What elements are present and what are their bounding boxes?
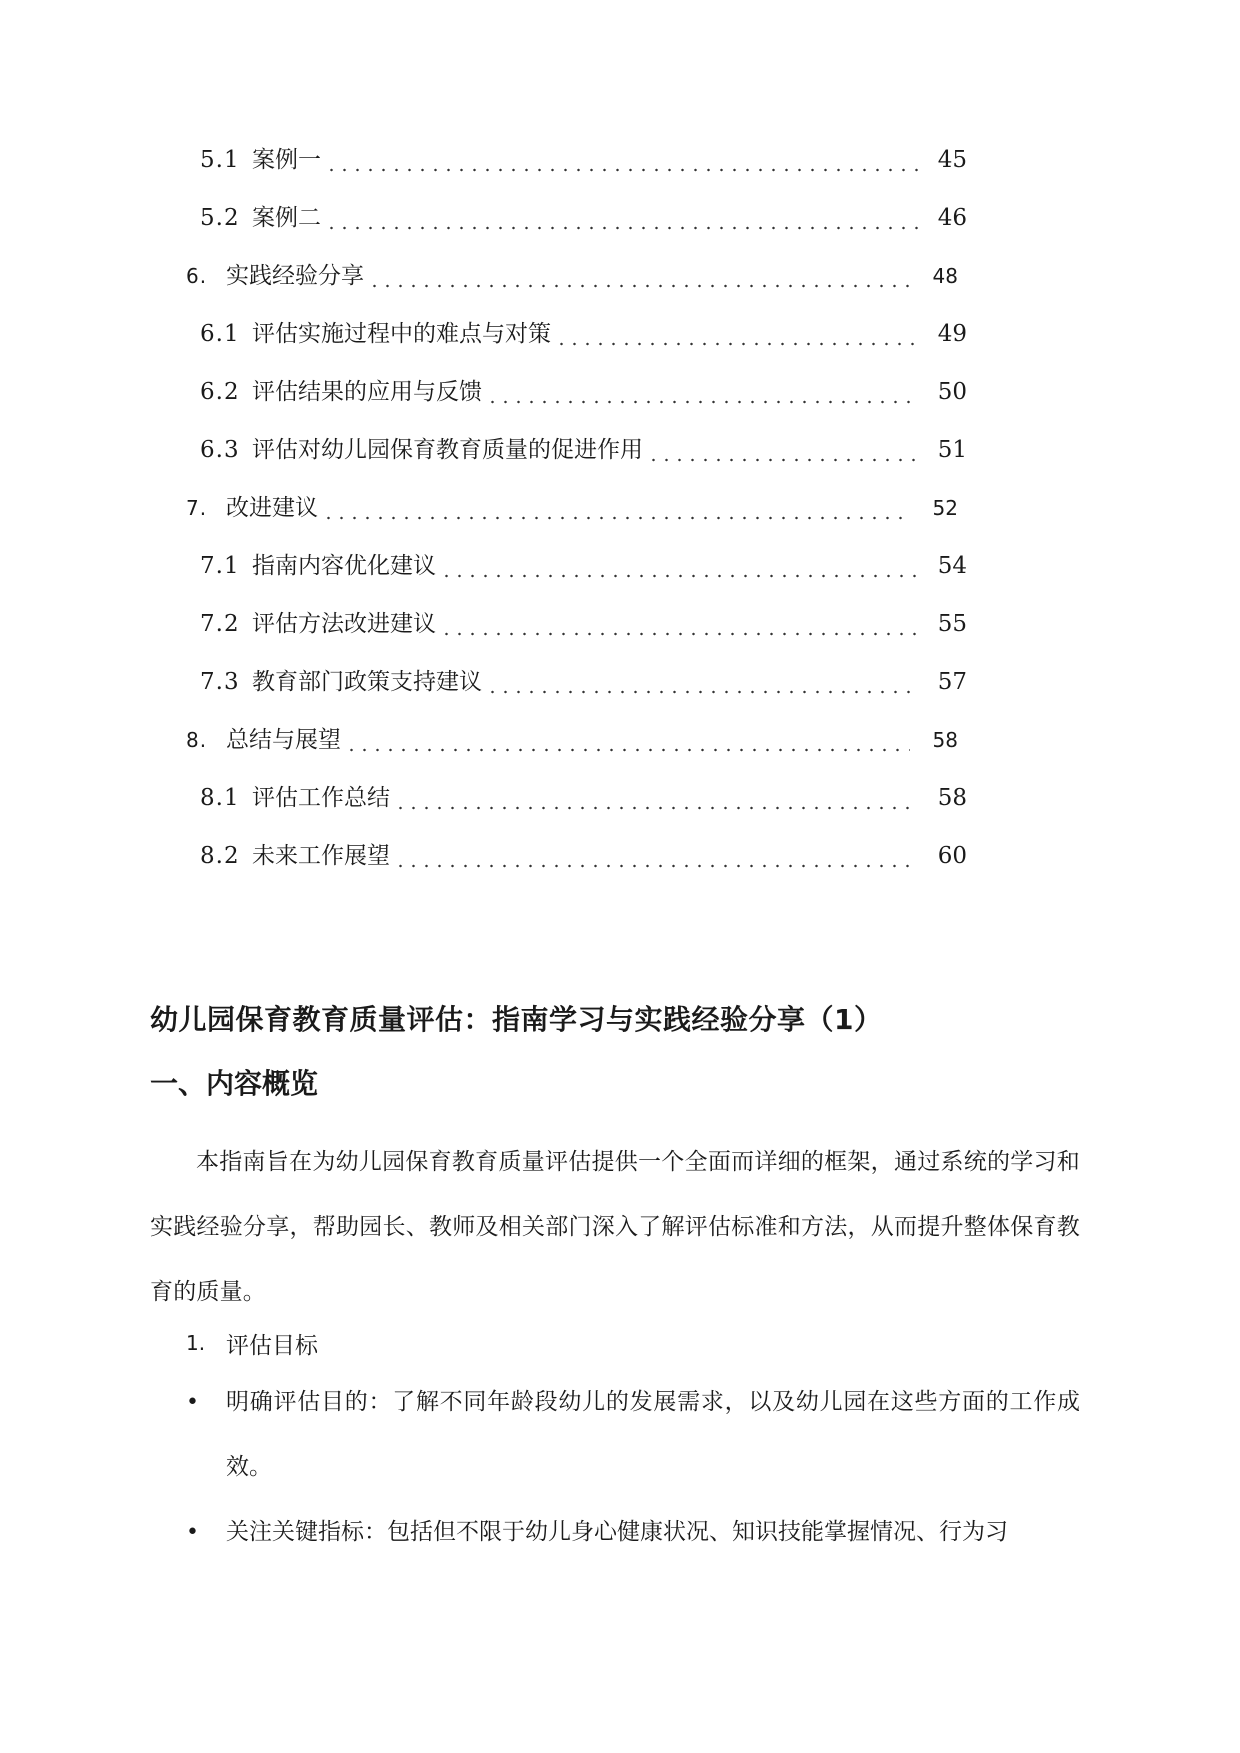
toc-entry-number: 5.2: [200, 205, 240, 231]
toc-entry-page: 48: [932, 264, 958, 288]
toc-entry-5-2[interactable]: [200, 198, 967, 238]
toc-entry-8-2[interactable]: [200, 836, 967, 876]
toc-entry-page: 55: [937, 611, 967, 637]
toc-entry-6-2[interactable]: [200, 372, 967, 412]
toc-dot-leader: [325, 198, 919, 238]
toc-dot-leader: [368, 256, 910, 296]
toc-entry-8-1[interactable]: [200, 778, 967, 818]
toc-dot-leader: [322, 488, 910, 528]
bullet-item: [186, 1370, 1080, 1500]
toc-entry-page: 50: [937, 379, 967, 405]
toc-entry-page: 58: [937, 785, 967, 811]
toc-entry-number: 5.1: [200, 147, 240, 173]
toc-entry-number: 7.1: [200, 553, 240, 579]
toc-dot-leader: [486, 372, 919, 412]
bullet-item: [186, 1500, 1080, 1565]
section-heading: 一、内容概览: [150, 1067, 319, 1100]
toc-entry-number: 7.3: [200, 669, 240, 695]
toc-entry-title: 评估结果的应用与反馈: [252, 379, 482, 405]
toc-entry-page: 58: [932, 728, 958, 752]
toc-dot-leader: [647, 430, 919, 470]
toc-entry-title: 评估对幼儿园保育教育质量的促进作用: [252, 437, 643, 463]
toc-entry-page: 45: [937, 147, 967, 173]
numbered-item-number: 1.: [186, 1331, 206, 1355]
toc-entry-7-3[interactable]: [200, 662, 967, 702]
bullet-icon: •: [186, 1390, 199, 1415]
numbered-item-goals: [186, 1323, 318, 1363]
toc-entry-page: 54: [937, 553, 967, 579]
toc-entry-8[interactable]: [186, 720, 958, 760]
toc-entry-5-1[interactable]: [200, 140, 967, 180]
toc-entry-page: 60: [937, 843, 967, 869]
toc-entry-page: 49: [937, 321, 967, 347]
toc-dot-leader: [440, 604, 919, 644]
toc-entry-number: 6.2: [200, 379, 240, 405]
toc-entry-title: 案例二: [252, 205, 321, 231]
toc-entry-page: 46: [937, 205, 967, 231]
bullet-text: 明确评估目的：了解不同年龄段幼儿的发展需求，以及幼儿园在这些方面的工作成效。: [226, 1389, 1080, 1480]
toc-entry-number: 6.3: [200, 437, 240, 463]
numbered-item-text: 评估目标: [226, 1332, 318, 1359]
toc-entry-number: 7.: [186, 496, 208, 520]
toc-entry-page: 52: [932, 496, 958, 520]
bullet-text: 关注关键指标：包括但不限于幼儿身心健康状况、知识技能掌握情况、行为习: [226, 1519, 1008, 1545]
bullet-icon: •: [186, 1520, 199, 1545]
toc-entry-title: 案例一: [252, 147, 321, 173]
toc-dot-leader: [345, 720, 910, 760]
toc-entry-title: 评估方法改进建议: [252, 611, 436, 637]
toc-dot-leader: [394, 836, 919, 876]
toc-entry-title: 实践经验分享: [226, 263, 364, 289]
toc-entry-6-3[interactable]: [200, 430, 967, 470]
toc-dot-leader: [325, 140, 919, 180]
toc-entry-number: 6.1: [200, 321, 240, 347]
toc-entry-title: 改进建议: [226, 495, 318, 521]
toc-entry-number: 7.2: [200, 611, 240, 637]
document-title: 幼儿园保育教育质量评估：指南学习与实践经验分享（1）: [150, 1003, 883, 1036]
toc-entry-page: 51: [937, 437, 967, 463]
intro-paragraph: 本指南旨在为幼儿园保育教育质量评估提供一个全面而详细的框架，通过系统的学习和实践经验分享，帮助园长、教师及相关部门深入了解评估标准和方法，从而提升整体保育教育的质量。: [150, 1149, 1080, 1305]
toc-dot-leader: [394, 778, 919, 818]
toc-entry-title: 教育部门政策支持建议: [252, 669, 482, 695]
toc-entry-title: 评估实施过程中的难点与对策: [252, 321, 551, 347]
toc-entry-7-1[interactable]: [200, 546, 967, 586]
toc-entry-number: 8.1: [200, 785, 240, 811]
toc-entry-number: 8.2: [200, 843, 240, 869]
toc-entry-6-1[interactable]: [200, 314, 967, 354]
toc-entry-title: 总结与展望: [226, 727, 341, 753]
toc-dot-leader: [486, 662, 919, 702]
toc-entry-number: 8.: [186, 728, 208, 752]
toc-entry-page: 57: [937, 669, 967, 695]
toc-entry-title: 评估工作总结: [252, 785, 390, 811]
toc-entry-7-2[interactable]: [200, 604, 967, 644]
toc-entry-title: 指南内容优化建议: [252, 553, 436, 579]
toc-entry-6[interactable]: [186, 256, 958, 296]
toc-dot-leader: [555, 314, 919, 354]
toc-dot-leader: [440, 546, 919, 586]
toc-entry-number: 6.: [186, 264, 208, 288]
toc-entry-title: 未来工作展望: [252, 843, 390, 869]
toc-entry-7[interactable]: [186, 488, 958, 528]
